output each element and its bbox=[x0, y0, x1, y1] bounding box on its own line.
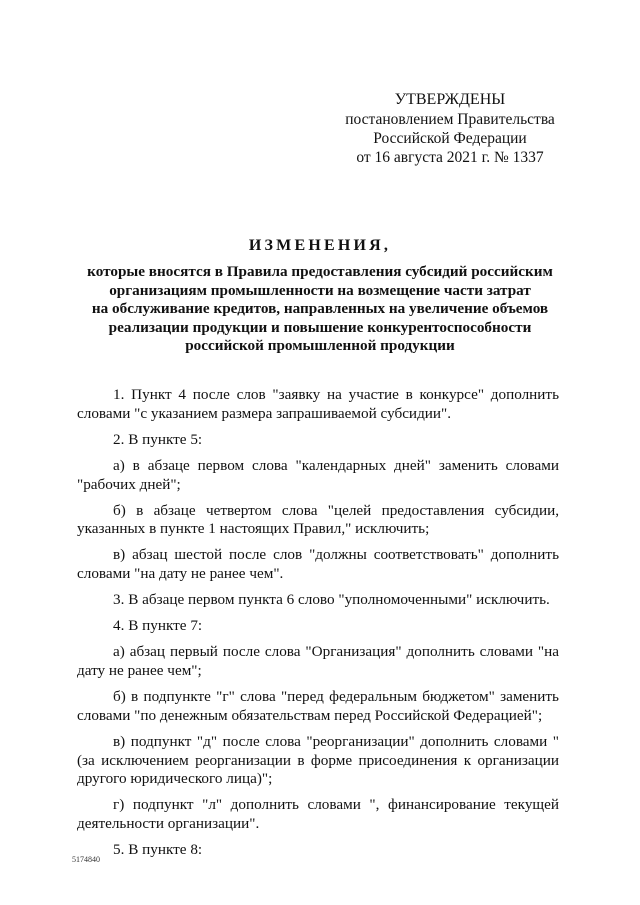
paragraph-item-2: 2. В пункте 5: bbox=[113, 430, 203, 448]
subparagraph-4d: г) подпункт "л" дополнить словами ", финансирование текущей деятельности организации". bbox=[77, 796, 559, 833]
subtitle-line: российской промышленной продукции bbox=[185, 337, 455, 354]
document-body bbox=[77, 386, 559, 867]
subtitle-line: реализации продукции и повышение конкурентоспособности bbox=[108, 318, 532, 336]
paragraph-item-5: 5. В пункте 8: bbox=[113, 841, 203, 859]
approval-heading: УТВЕРЖДЕНЫ bbox=[394, 91, 506, 108]
subtitle-line: на обслуживание кредитов, направленных на увеличение объемов bbox=[91, 300, 549, 317]
subparagraph-2c: в) абзац шестой после слов "должны соответствовать" дополнить словами "на дату не ранее чем". bbox=[77, 546, 559, 583]
subparagraph-2b: б) в абзаце четвертом слова "целей предоставления субсидии, указанных в пункте 1 настоящих Правил," исключить; bbox=[77, 501, 559, 538]
paragraph-item-1: 1. Пункт 4 после слов "заявку на участие в конкурсе" дополнить словами "с указанием размера запрашиваемой субсидии". bbox=[77, 386, 559, 422]
subparagraph-2a: а) в абзаце первом слова "календарных дней" заменить словами "рабочих дней"; bbox=[77, 456, 559, 493]
approval-line: Российской Федерации bbox=[373, 130, 527, 147]
subparagraph-4a: а) абзац первый после слова "Организация" дополнить словами "на дату не ранее чем"; bbox=[77, 642, 559, 679]
subtitle-line: организациям промышленности на возмещение части затрат bbox=[109, 281, 531, 299]
paragraph-item-3: 3. В абзаце первом пункта 6 слово "уполномоченными" исключить. bbox=[113, 591, 550, 609]
document-subtitle bbox=[60, 263, 580, 356]
document-title-block bbox=[60, 237, 580, 356]
subtitle-line: которые вносятся в Правила предоставления субсидий российским bbox=[87, 263, 553, 280]
subparagraph-4c: в) подпункт "д" после слова "реорганизации" дополнить словами "(за исключением реорганизации в форме присоединения к организации другого юридического лица)"; bbox=[77, 732, 559, 788]
subparagraph-4b: б) в подпункте "г" слова "перед федеральным бюджетом" заменить словами "по денежным обязательствам перед Российской Федерацией"; bbox=[77, 687, 559, 724]
document-title: ИЗМЕНЕНИЯ, bbox=[248, 237, 392, 254]
paragraph-item-4: 4. В пункте 7: bbox=[113, 617, 203, 635]
approval-block bbox=[330, 90, 570, 167]
approval-date-number: от 16 августа 2021 г. № 1337 bbox=[356, 149, 544, 166]
approval-line: постановлением Правительства bbox=[345, 111, 555, 128]
document-code: 5174840 bbox=[72, 855, 100, 864]
